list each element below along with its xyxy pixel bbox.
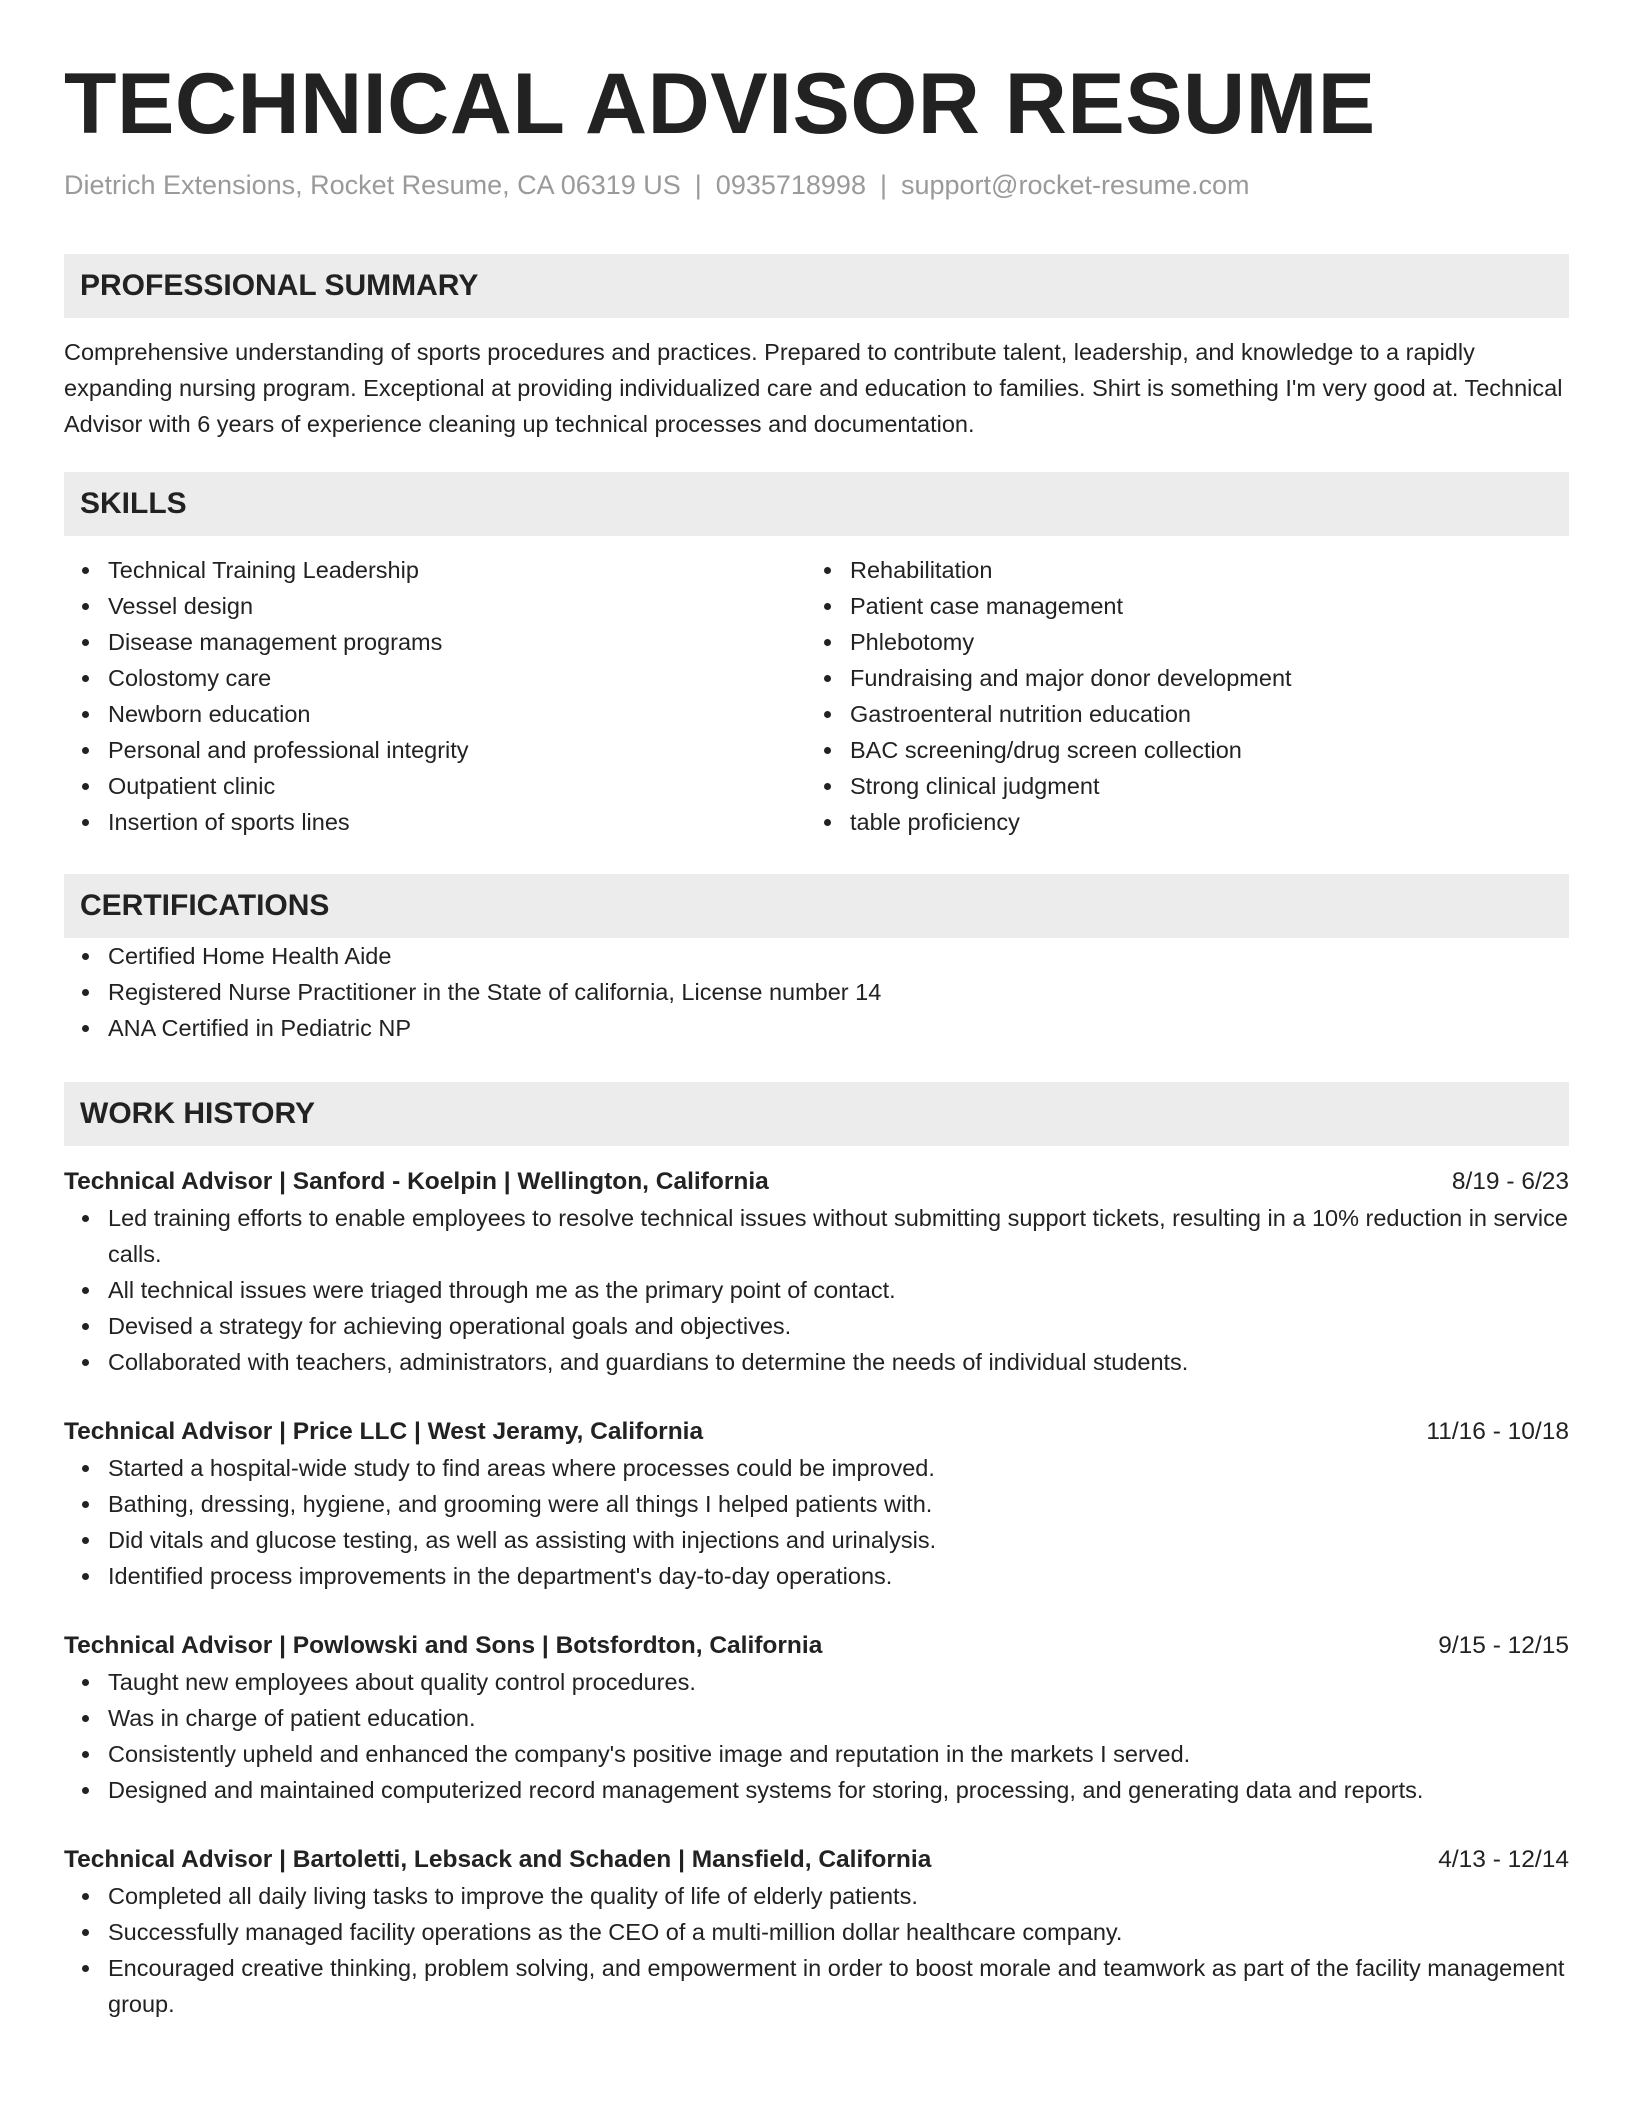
skill-item: Disease management programs bbox=[64, 624, 806, 660]
job-entry bbox=[64, 1842, 1569, 2022]
certification-item: Registered Nurse Practitioner in the State of california, License number 14 bbox=[64, 974, 1569, 1010]
contact-line bbox=[64, 168, 1569, 202]
job-title: Technical Advisor | Sanford - Koelpin | Wellington, California bbox=[64, 1168, 769, 1195]
job-header bbox=[64, 1414, 1569, 1450]
job-dates: 4/13 - 12/14 bbox=[1438, 1846, 1569, 1873]
resume-page bbox=[64, 56, 1569, 2022]
skill-item: table proficiency bbox=[806, 804, 1548, 840]
skill-item: Fundraising and major donor development bbox=[806, 660, 1548, 696]
job-bullet: Successfully managed facility operations as the CEO of a multi-million dollar healthcare company. bbox=[64, 1914, 1569, 1950]
job-title: Technical Advisor | Price LLC | West Jeramy, California bbox=[64, 1418, 704, 1445]
job-bullet: Bathing, dressing, hygiene, and grooming were all things I helped patients with. bbox=[64, 1486, 1569, 1522]
job-dates: 11/16 - 10/18 bbox=[1426, 1418, 1569, 1445]
resume-title: TECHNICAL ADVISOR RESUME bbox=[64, 56, 1376, 152]
skill-item: Colostomy care bbox=[64, 660, 806, 696]
contact-address: Dietrich Extensions, Rocket Resume, CA 06319 US bbox=[64, 170, 681, 200]
skill-item: Patient case management bbox=[806, 588, 1548, 624]
job-bullet: Designed and maintained computerized record management systems for storing, processing, and generating data and reports. bbox=[64, 1772, 1569, 1808]
contact-email: support@rocket-resume.com bbox=[900, 170, 1250, 200]
certifications-list bbox=[64, 938, 1569, 1046]
skill-item: Insertion of sports lines bbox=[64, 804, 806, 840]
job-bullet: Identified process improvements in the department's day-to-day operations. bbox=[64, 1558, 1569, 1594]
job-bullet: Started a hospital-wide study to find areas where processes could be improved. bbox=[64, 1450, 1569, 1486]
job-dates: 9/15 - 12/15 bbox=[1438, 1632, 1569, 1659]
skill-item: Outpatient clinic bbox=[64, 768, 806, 804]
job-bullet: Was in charge of patient education. bbox=[64, 1700, 1569, 1736]
job-bullet-list bbox=[64, 1878, 1569, 2022]
job-bullet: All technical issues were triaged through me as the primary point of contact. bbox=[64, 1272, 1569, 1308]
job-entry bbox=[64, 1164, 1569, 1380]
certification-item: Certified Home Health Aide bbox=[64, 938, 1569, 974]
contact-separator: | bbox=[879, 170, 887, 200]
job-bullet: Led training efforts to enable employees to resolve technical issues without submitting support tickets, resulting in a 10% reduction in service calls. bbox=[64, 1200, 1569, 1272]
job-bullet-list bbox=[64, 1450, 1569, 1594]
certification-item: ANA Certified in Pediatric NP bbox=[64, 1010, 1569, 1046]
job-bullet: Collaborated with teachers, administrators, and guardians to determine the needs of individual students. bbox=[64, 1344, 1569, 1380]
job-bullet: Consistently upheld and enhanced the company's positive image and reputation in the markets I served. bbox=[64, 1736, 1569, 1772]
job-bullet-list bbox=[64, 1200, 1569, 1380]
job-bullet: Encouraged creative thinking, problem solving, and empowerment in order to boost morale and teamwork as part of the facility management group. bbox=[64, 1950, 1569, 2022]
job-entry bbox=[64, 1414, 1569, 1594]
skill-item: Technical Training Leadership bbox=[64, 552, 806, 588]
contact-phone: 0935718998 bbox=[715, 170, 866, 200]
section-heading-work-history: WORK HISTORY bbox=[64, 1082, 1569, 1146]
job-bullet: Devised a strategy for achieving operational goals and objectives. bbox=[64, 1308, 1569, 1344]
summary-text: Comprehensive understanding of sports procedures and practices. Prepared to contribute talent, leadership, and knowledge to a rapidly expanding nursing program. Exceptional at providing individualized care and education to families. Shirt is something I'm very good at. Technical Advisor with 6 years of experience cleaning up technical processes and documentation. bbox=[64, 339, 1563, 437]
skill-item: Rehabilitation bbox=[806, 552, 1548, 588]
job-header bbox=[64, 1842, 1569, 1878]
job-entry bbox=[64, 1628, 1569, 1808]
job-dates: 8/19 - 6/23 bbox=[1451, 1168, 1569, 1195]
job-bullet: Did vitals and glucose testing, as well as assisting with injections and urinalysis. bbox=[64, 1522, 1569, 1558]
skill-item: BAC screening/drug screen collection bbox=[806, 732, 1548, 768]
job-title: Technical Advisor | Bartoletti, Lebsack and Schaden | Mansfield, California bbox=[64, 1846, 932, 1873]
contact-separator: | bbox=[694, 170, 702, 200]
skills-column-left bbox=[64, 552, 806, 840]
job-header bbox=[64, 1628, 1569, 1664]
job-title: Technical Advisor | Powlowski and Sons | Botsfordton, California bbox=[64, 1632, 823, 1659]
skill-item: Gastroenteral nutrition education bbox=[806, 696, 1548, 732]
job-bullet-list bbox=[64, 1664, 1569, 1808]
skill-item: Strong clinical judgment bbox=[806, 768, 1548, 804]
skills-list bbox=[64, 552, 1569, 840]
skills-column-right bbox=[806, 552, 1548, 840]
work-history-list bbox=[64, 1164, 1569, 2022]
job-bullet: Taught new employees about quality control procedures. bbox=[64, 1664, 1569, 1700]
skill-item: Vessel design bbox=[64, 588, 806, 624]
section-heading-certifications: CERTIFICATIONS bbox=[64, 874, 1569, 938]
skill-item: Phlebotomy bbox=[806, 624, 1548, 660]
section-heading-skills: SKILLS bbox=[64, 472, 1569, 536]
job-header bbox=[64, 1164, 1569, 1200]
skill-item: Newborn education bbox=[64, 696, 806, 732]
job-bullet: Completed all daily living tasks to improve the quality of life of elderly patients. bbox=[64, 1878, 1569, 1914]
skill-item: Personal and professional integrity bbox=[64, 732, 806, 768]
section-heading-summary: PROFESSIONAL SUMMARY bbox=[64, 254, 1569, 318]
